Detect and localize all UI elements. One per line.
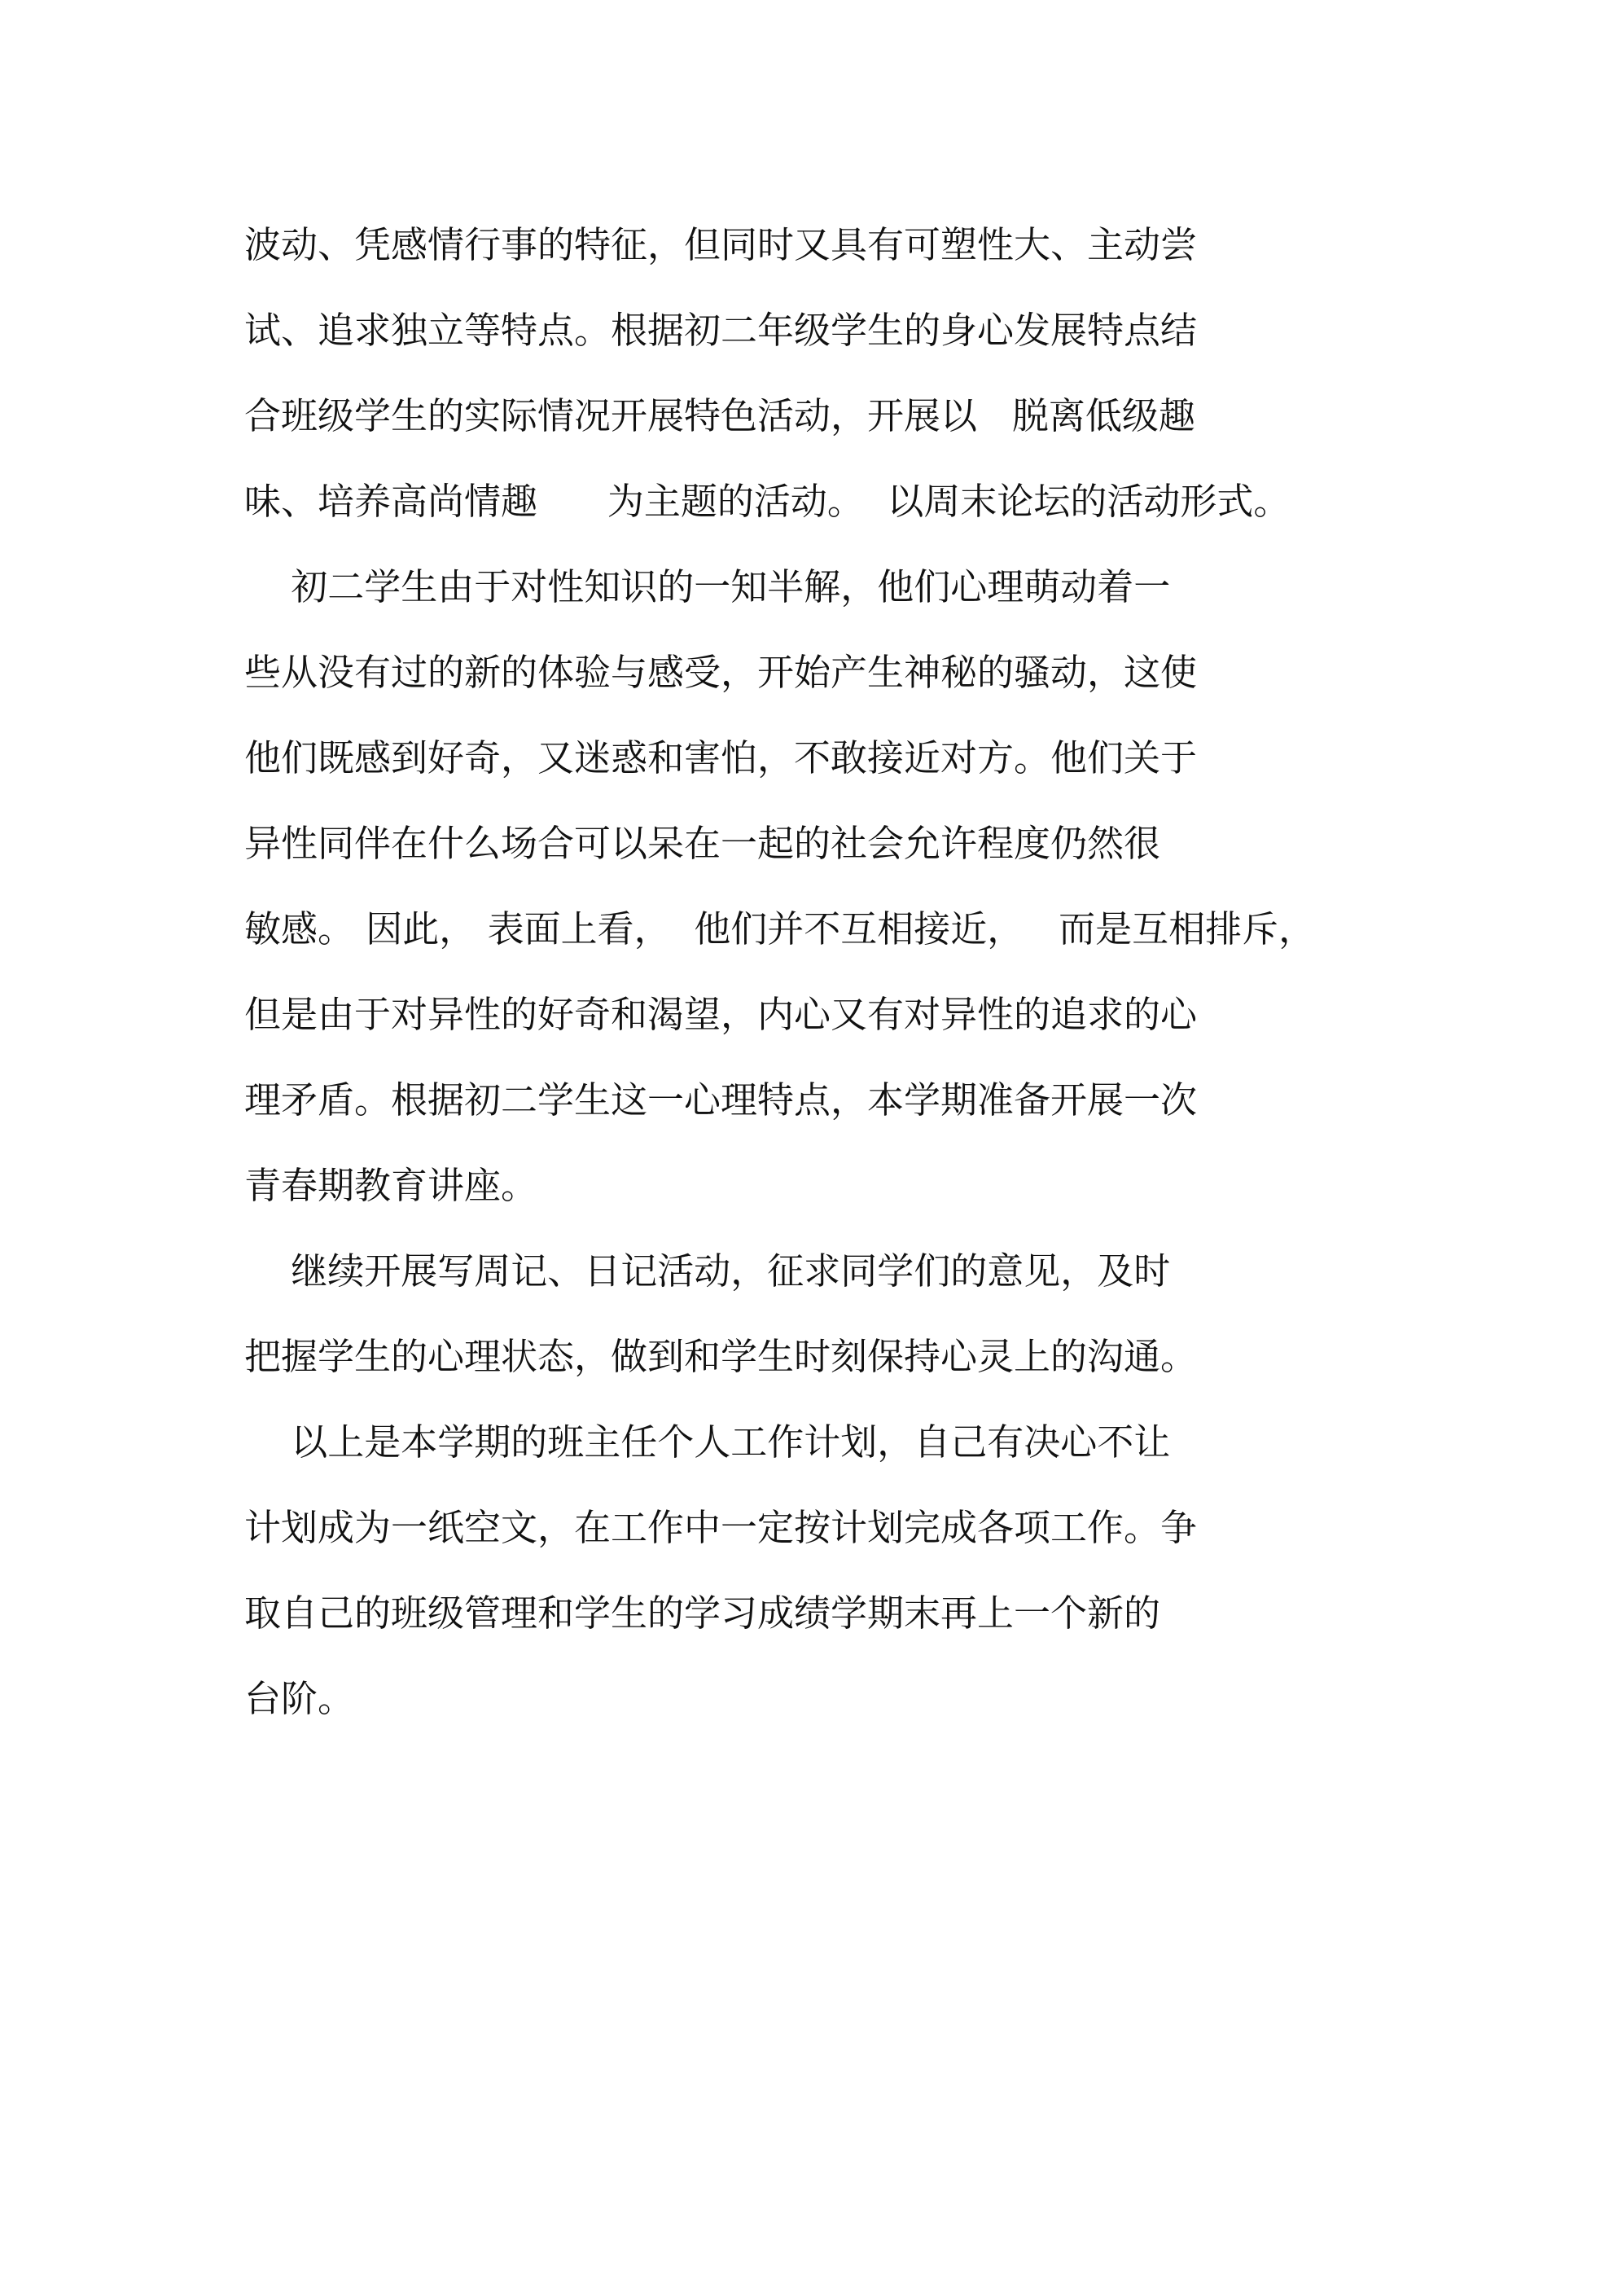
text-line: 合班级学生的实际情况开展特色活动，开展以 脱离低级趣 xyxy=(244,394,1195,437)
text-line: 但是由于对异性的好奇和渴望，内心又有对异性的追求的心 xyxy=(244,993,1198,1036)
text-line: 异性同伴在什么场合可以呆在一起的社会允许程度仍然很 xyxy=(244,822,1161,865)
text-line: 他们既感到好奇，又迷惑和害怕，不敢接近对方。他们关于 xyxy=(244,736,1198,779)
text-line: 继续开展写周记、日记活动，征求同学们的意见，及时 xyxy=(244,1249,1171,1293)
text-line: 取自己的班级管理和学生的学习成绩学期末再上一个新的 xyxy=(244,1591,1161,1635)
text-line: 波动、凭感情行事的特征，但同时又具有可塑性大、主动尝 xyxy=(244,223,1198,266)
text-line: 把握学生的心理状态，做到和学生时刻保持心灵上的沟通。 xyxy=(244,1335,1198,1378)
text-line: 些从没有过的新的体验与感受，开始产生神秘的骚动，这使 xyxy=(244,651,1198,694)
text-line: 试、追求独立等特点。根据初二年级学生的身心发展特点结 xyxy=(244,309,1198,352)
text-line: 味、培养高尚情趣 为主题的活动。 以周末论坛的活动形式。 xyxy=(244,480,1291,523)
text-line: 敏感。 因此， 表面上看， 他们并不互相接近， 而是互相排斥， xyxy=(244,907,1316,950)
text-line: 青春期教育讲座。 xyxy=(244,1164,538,1207)
text-line: 计划成为一纸空文，在工作中一定按计划完成各项工作。争 xyxy=(244,1506,1198,1549)
text-line: 台阶。 xyxy=(244,1677,355,1720)
text-line: 初二学生由于对性知识的一知半解，他们心理萌动着一 xyxy=(244,565,1171,608)
text-line: 理矛盾。根据初二学生这一心理特点，本学期准备开展一次 xyxy=(244,1078,1198,1122)
text-line: 以上是本学期的班主任个人工作计划，自己有决心不让 xyxy=(244,1420,1171,1464)
